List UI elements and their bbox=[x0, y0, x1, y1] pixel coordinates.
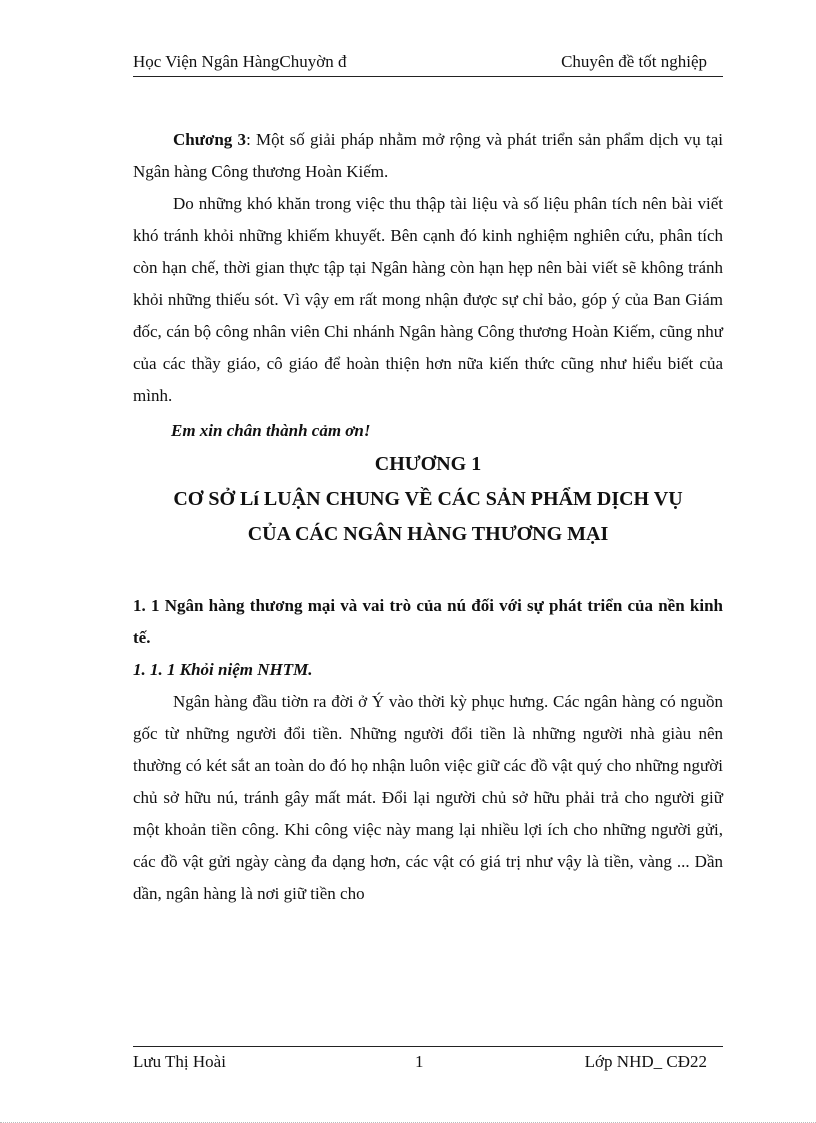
intro-paragraph: Do những khó khăn trong việc thu thập tài liệu và số liệu phân tích nên bài viết khó tránh khỏi những khiếm khuyết. Bên cạnh đó kinh nghiệm nghiên cứu, phân tích còn hạn chế, thời gian thực tập tại Ngân hàng còn hạn hẹp nên bài viết sẽ không tránh khỏi những thiếu sót. Vì vậy em rất mong nhận được sự chỉ bảo, góp ý của Ban Giám đốc, cán bộ công nhân viên Chi nhánh Ngân hàng Công thương Hoàn Kiếm, cũng như của các thầy giáo, cô giáo để hoàn thiện hơn nữa kiến thức cũng như hiểu biết của mình. bbox=[133, 194, 723, 405]
footer-class: Lớp NHD_ CĐ22 bbox=[584, 1052, 707, 1071]
subsection-heading: 1. 1. 1 Khỏi niệm NHTM. bbox=[133, 660, 313, 679]
page-body bbox=[133, 124, 723, 910]
chapter-title-line1: CƠ SỞ Lí LUẬN CHUNG VỀ CÁC SẢN PHẨM DỊCH VỤ bbox=[173, 488, 683, 510]
chapter-title-line2: CỦA CÁC NGÂN HÀNG THƯƠNG MẠI bbox=[247, 523, 609, 545]
chapter3-label: Chương 3 bbox=[173, 130, 247, 149]
chapter-number: CHƯƠNG 1 bbox=[374, 453, 482, 475]
header-institution: Học Viện Ngân HàngChuyờn đ bbox=[133, 52, 347, 71]
page-footer bbox=[133, 1046, 723, 1073]
page-header bbox=[133, 52, 723, 77]
chapter3-summary bbox=[133, 124, 723, 188]
thanks-line: Em xin chân thành cảm ơn! bbox=[171, 421, 371, 440]
footer-author: Lưu Thị Hoài bbox=[133, 1052, 226, 1071]
footer-page-number: 1 bbox=[415, 1052, 424, 1071]
header-doc-type: Chuyên đề tốt nghiệp bbox=[561, 52, 707, 71]
chapter3-text: : Một số giải pháp nhằm mở rộng và phát triển sản phẩm dịch vụ tại Ngân hàng Công thương Hoàn Kiếm. bbox=[133, 130, 723, 181]
section-paragraph: Ngân hàng đầu tiờn ra đời ở Ý vào thời kỳ phục hưng. Các ngân hàng có nguồn gốc từ những người đổi tiền. Những người đổi tiền là những người nhà giàu nên thường có két sắt an toàn do đó họ nhận luôn việc giữ các đồ vật quý cho những người chủ sở hữu nú, tránh gây mất mát. Đổi lại người chủ sở hữu phải trả cho người giữ một khoản tiền công. Khi công việc này mang lại nhiều lợi ích cho những người gửi, các đồ vật gửi ngày càng đa dạng hơn, các vật có giá trị như vậy là tiền, vàng ... Dần dần, ngân hàng là nơi giữ tiền cho bbox=[133, 692, 723, 903]
section-heading: 1. 1 Ngân hàng thương mại và vai trò của nú đối với sự phát triển của nền kinh tế. bbox=[133, 596, 723, 647]
